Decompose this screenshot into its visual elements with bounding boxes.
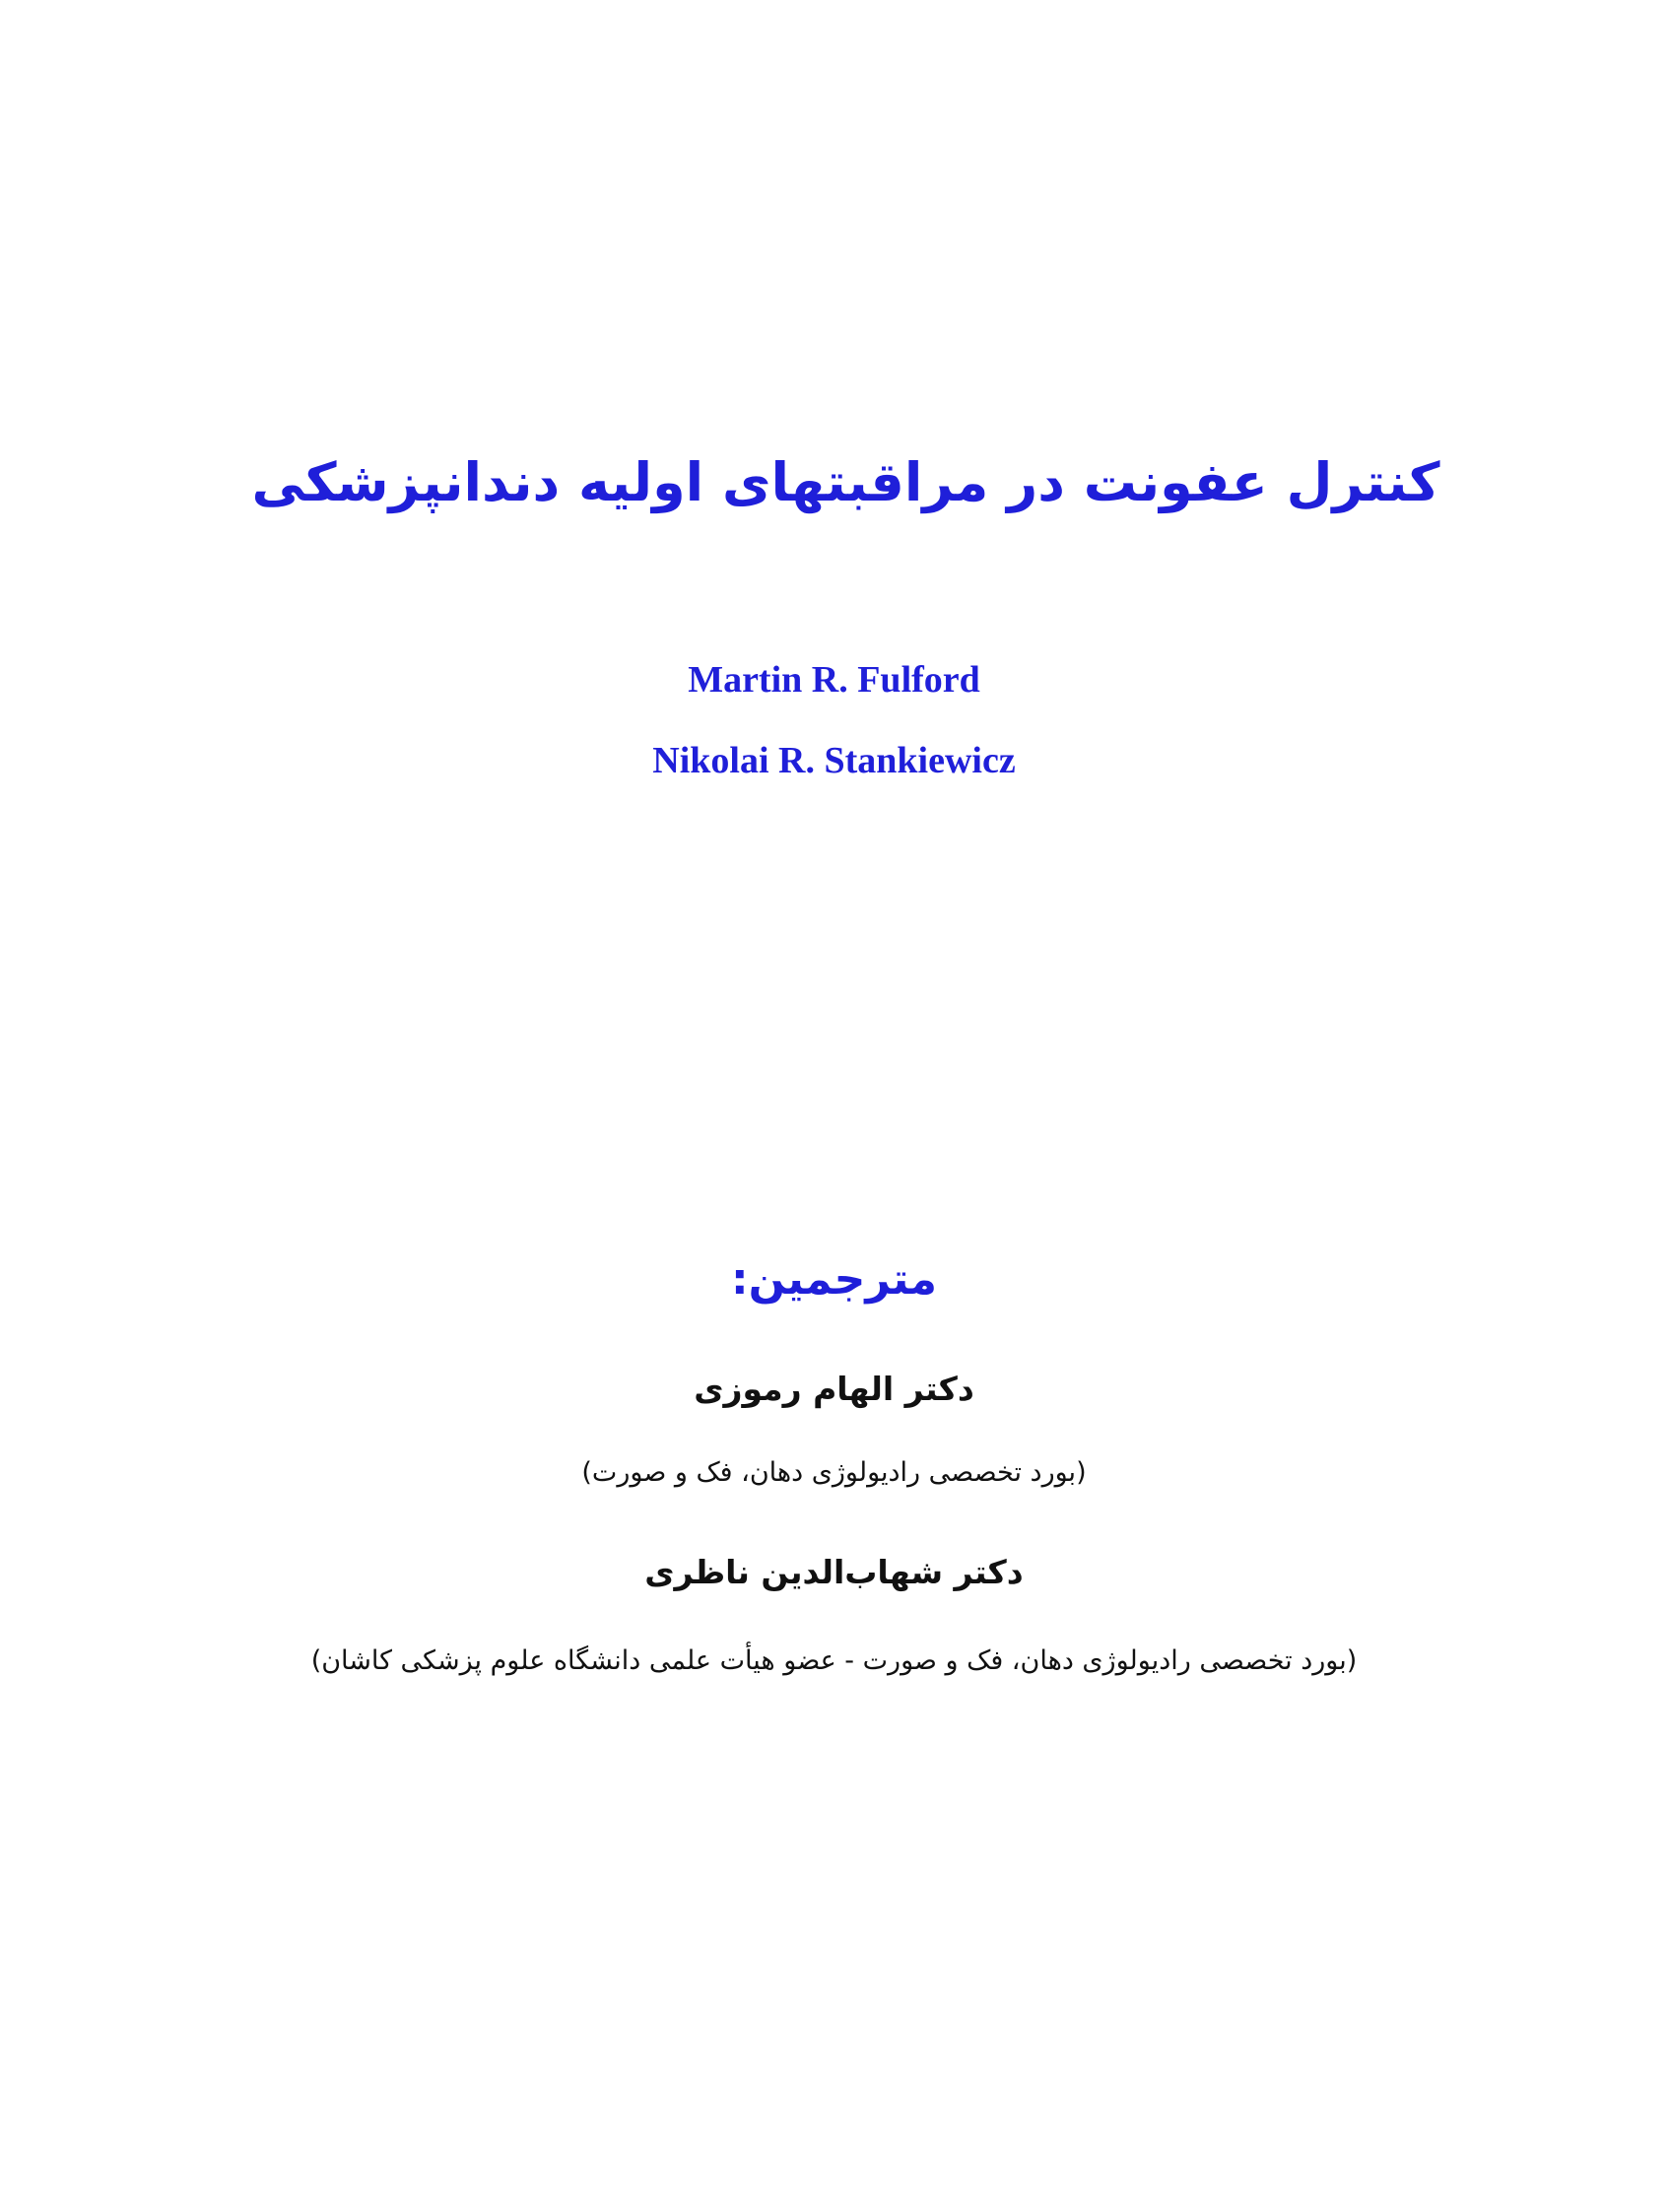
translators-heading: مترجمین: <box>731 1254 937 1305</box>
author-name: Nikolai R. Stankiewicz <box>652 740 1016 781</box>
author-name: Martin R. Fulford <box>688 659 980 701</box>
translator-credentials: (بورد تخصصی رادیولوژی دهان، فک و صورت - عضو هیأت علمی دانشگاه علوم پزشکی کاشان) <box>310 1645 1358 1676</box>
translator-name: دکتر الهام رموزی <box>694 1370 974 1408</box>
translator-name: دکتر شهاب‌الدین ناظری <box>644 1553 1024 1591</box>
book-title: کنترل عفونت در مراقبتهای اولیه دندانپزشکی <box>251 451 1440 513</box>
translator-credentials: (بورد تخصصی رادیولوژی دهان، فک و صورت) <box>581 1457 1087 1488</box>
